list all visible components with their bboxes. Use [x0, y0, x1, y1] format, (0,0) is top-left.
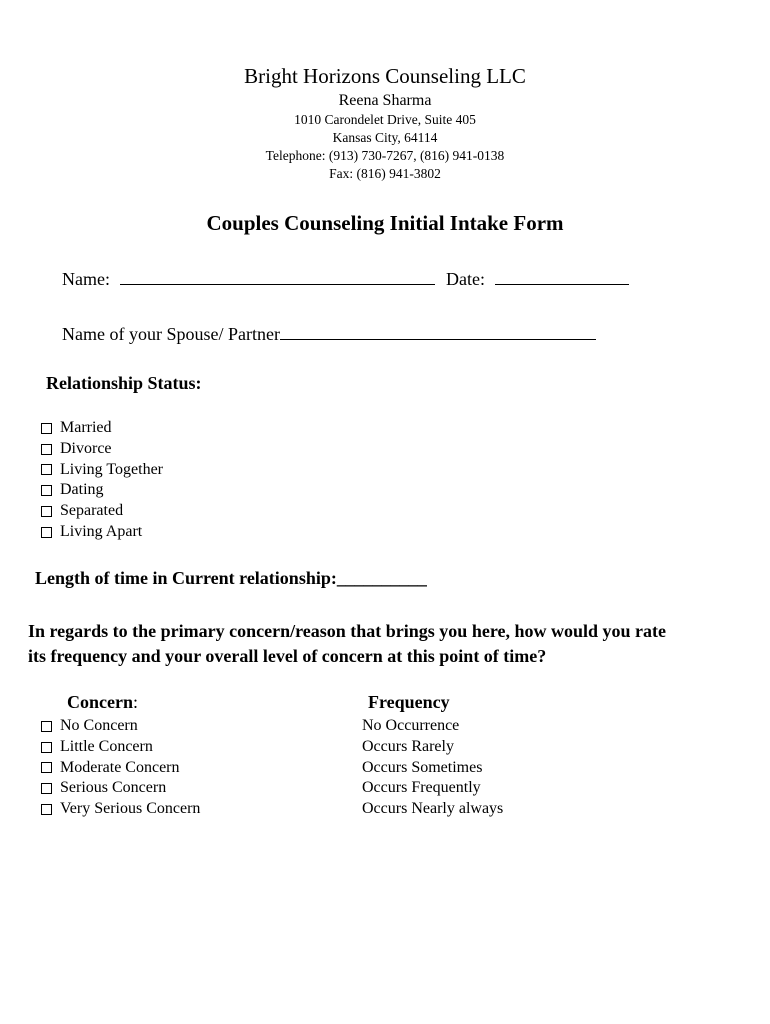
name-field[interactable]: [120, 266, 435, 285]
concern-heading: [67, 692, 138, 713]
list-item[interactable]: [41, 758, 200, 779]
checkbox-icon[interactable]: [41, 444, 52, 455]
list-item[interactable]: [41, 799, 200, 820]
list-item[interactable]: [41, 418, 163, 439]
list-item[interactable]: [41, 501, 163, 522]
checkbox-icon[interactable]: [41, 423, 52, 434]
address-line-2: Kansas City, 64114: [332, 130, 438, 145]
list-item: Occurs Nearly always: [362, 800, 504, 818]
list-item: Occurs Rarely: [362, 737, 454, 755]
concern-list: [41, 716, 200, 820]
frequency-list: [362, 716, 503, 820]
option-label: Serious Concern: [60, 779, 167, 797]
list-item[interactable]: [41, 716, 200, 737]
date-label: Date:: [445, 269, 485, 289]
list-item[interactable]: [41, 460, 163, 481]
list-item: Occurs Sometimes: [362, 758, 483, 776]
concern-heading-text: Concern: [67, 692, 133, 712]
option-label: Living Apart: [60, 522, 143, 540]
checkbox-icon[interactable]: [41, 721, 52, 732]
fax: Fax: (816) 941-3802: [329, 166, 441, 181]
length-of-time-field[interactable]: __________: [336, 568, 427, 588]
option-label: Divorce: [60, 439, 112, 457]
name-label: Name:: [62, 269, 110, 289]
length-of-time-label: Length of time in Current relationship:: [35, 568, 337, 588]
list-item[interactable]: [41, 522, 163, 543]
option-label: Living Together: [60, 460, 164, 478]
checkbox-icon[interactable]: [41, 464, 52, 475]
option-label: No Concern: [60, 717, 138, 734]
checkbox-icon[interactable]: [41, 527, 52, 538]
option-label: Married: [60, 419, 112, 436]
spouse-row: [62, 321, 596, 345]
list-item: No Occurrence: [362, 717, 460, 734]
question-line-1: In regards to the primary concern/reason that brings you here, how would you rate: [28, 621, 666, 641]
checkbox-icon[interactable]: [41, 506, 52, 517]
list-item[interactable]: [41, 778, 200, 799]
spouse-field[interactable]: [280, 321, 596, 340]
checkbox-icon[interactable]: [41, 485, 52, 496]
question-line-2: its frequency and your overall level of concern at this point of time?: [28, 646, 547, 666]
date-field[interactable]: [495, 266, 629, 285]
length-of-time-row: [35, 568, 427, 589]
concern-heading-colon: :: [133, 692, 139, 712]
checkbox-icon[interactable]: [41, 783, 52, 794]
list-item: Occurs Frequently: [362, 779, 481, 797]
list-item[interactable]: [41, 480, 163, 501]
option-label: Dating: [60, 481, 104, 499]
relationship-status-heading: Relationship Status:: [46, 373, 202, 393]
concern-question: [28, 619, 666, 669]
checkbox-icon[interactable]: [41, 762, 52, 773]
list-item[interactable]: [41, 737, 200, 758]
counselor-name: Reena Sharma: [338, 92, 432, 109]
organization-name: Bright Horizons Counseling LLC: [244, 64, 526, 88]
list-item[interactable]: [41, 439, 163, 460]
option-label: Little Concern: [60, 737, 153, 755]
spouse-label: Name of your Spouse/ Partner: [62, 324, 280, 344]
checkbox-icon[interactable]: [41, 804, 52, 815]
telephone: Telephone: (913) 730-7267, (816) 941-0138: [265, 148, 505, 163]
checkbox-icon[interactable]: [41, 742, 52, 753]
option-label: Separated: [60, 502, 124, 520]
frequency-heading: Frequency: [368, 692, 450, 712]
option-label: Very Serious Concern: [60, 800, 201, 818]
form-title: Couples Counseling Initial Intake Form: [206, 211, 564, 235]
option-label: Moderate Concern: [60, 758, 180, 776]
address-line-1: 1010 Carondelet Drive, Suite 405: [294, 112, 476, 127]
name-row: [62, 266, 629, 290]
relationship-status-list: [41, 418, 163, 543]
